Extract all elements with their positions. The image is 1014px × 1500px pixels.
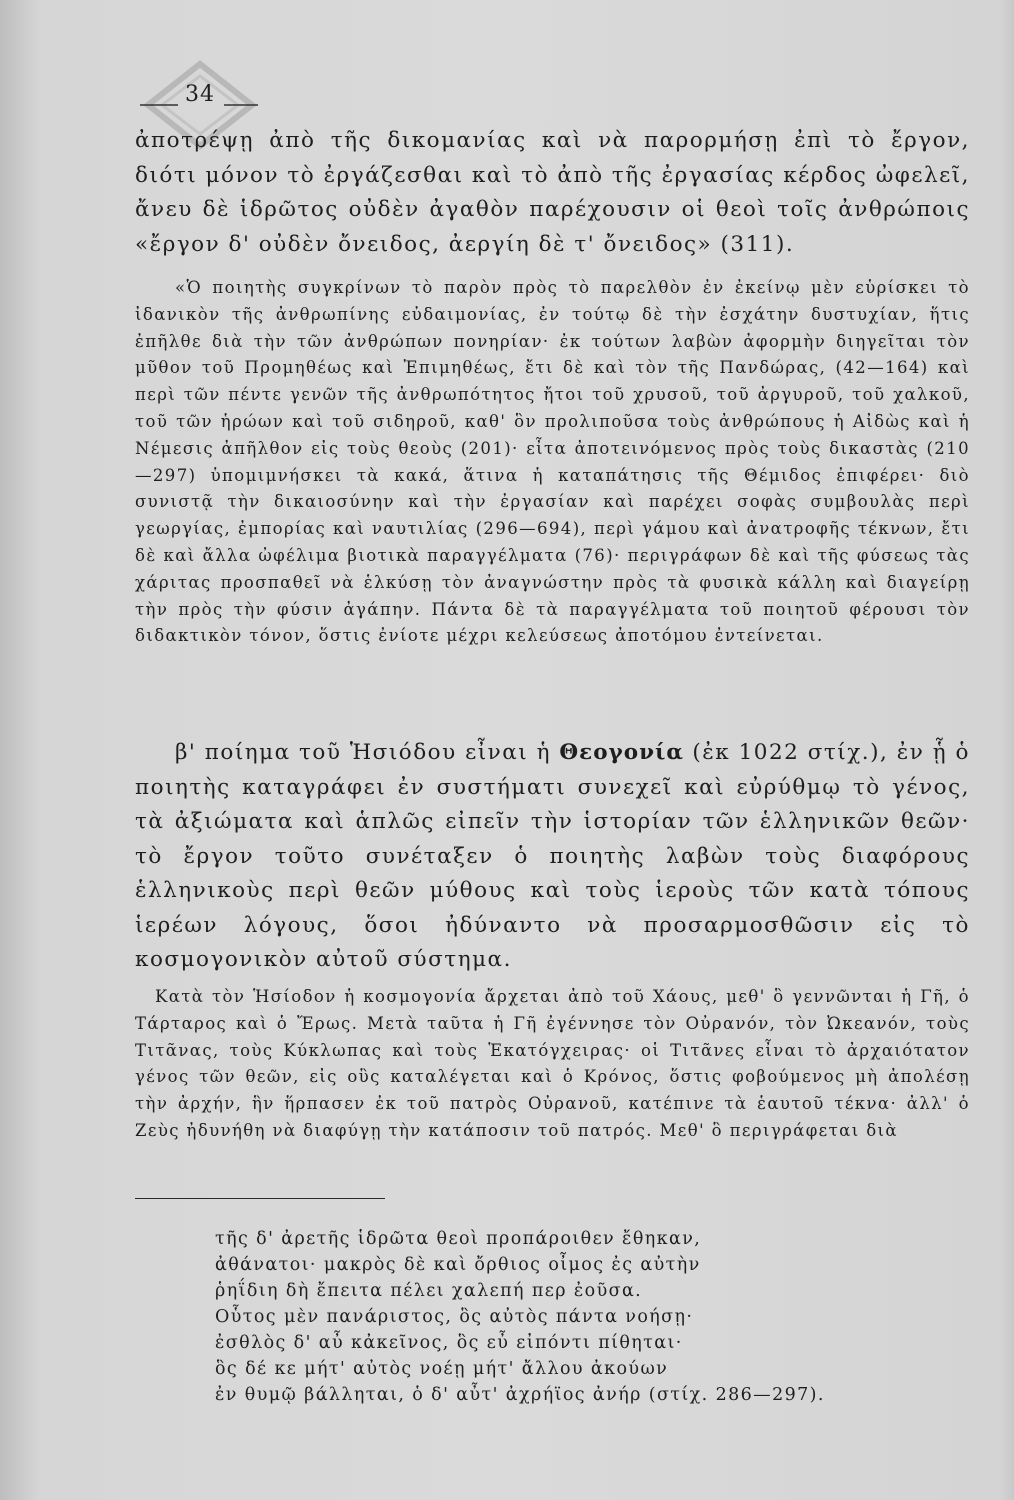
verse-line: ἐσθλὸς δ' αὖ κἀκεῖνος, ὃς εὖ εἰπόντι πίθηται· — [215, 1333, 683, 1353]
verse-line: ῥηΐδιη δὴ ἔπειτα πέλει χαλεπή περ ἐοῦσα. — [215, 1281, 643, 1301]
paragraph-intro: ἀποτρέψῃ ἀπὸ τῆς δικομανίας καὶ νὰ παρορμήσῃ ἐπὶ τὸ ἔργον, διότι μόνον τὸ ἐργάζεσθαι καὶ τὸ ἀπὸ τῆς ἐργασίας κέρδος ὠφελεῖ, ἄνευ δὲ ἱδρῶτος οὐδὲν ἀγαθὸν παρέχουσιν οἱ θεοὶ τοῖς ἀνθρώποις «ἔργον δ' οὐδὲν ὄνειδος, ἀεργίη δὲ τ' ὄνειδος» (311). — [135, 128, 970, 257]
footnote-divider — [135, 1198, 385, 1199]
footnote-verses — [215, 1226, 975, 1408]
page-number: 34 — [185, 82, 215, 107]
verse-line: ἐν θυμῷ βάλληται, ὁ δ' αὖτ' ἀχρήϊος ἀνήρ (στίχ. 286—297). — [215, 1385, 825, 1405]
paragraph-cosmogony: Κατὰ τὸν Ἡσίοδον ἡ κοσμογονία ἄρχεται ἀπὸ τοῦ Χάους, μεθ' ὃ γεννῶνται ἡ Γῆ, ὁ Τάρταρος καὶ ὁ Ἔρως. Μετὰ ταῦτα ἡ Γῆ ἐγέννησε τὸν Οὐρανόν, τὸν Ὠκεανόν, τοὺς Τιτᾶνας, τοὺς Κύκλωπας καὶ τοὺς Ἑκατόγχειρας· οἱ Τιτᾶνες εἶναι τὸ ἀρχαιότατον γένος τῶν θεῶν, εἰς οὓς καταλέγεται καὶ ὁ Κρόνος, ὅστις φοβούμενος μὴ ἀπολέσῃ τὴν ἀρχήν, ἣν ἥρπασεν ἐκ τοῦ πατρὸς Οὐρανοῦ, κατέπινε τὰ ἑαυτοῦ τέκνα· ἀλλ' ὁ Ζεὺς ἠδυνήθη νὰ διαφύγῃ τὴν κατάποσιν τοῦ πατρός. Μεθ' ὃ περιγράφεται διὰ — [135, 987, 970, 1140]
paragraph-works-summary: «Ὁ ποιητὴς συγκρίνων τὸ παρὸν πρὸς τὸ παρελθὸν ἐν ἐκείνῳ μὲν εὑρίσκει τὸ ἰδανικὸν τῆς ἀνθρωπίνης εὐδαιμονίας, ἐν τούτῳ δὲ τὴν ἐσχάτην δυστυχίαν, ἥτις ἐπῆλθε διὰ τὴν τῶν ἀνθρώπων πονηρίαν· ἐκ τούτων λαβὼν ἀφορμὴν διηγεῖται τὸν μῦθον τοῦ Προμηθέως καὶ Ἐπιμηθέως, ἔτι δὲ καὶ τὸν τῆς Πανδώρας, (42—164) καὶ περὶ τῶν πέντε γενῶν τῆς ἀνθρωπότητος ἤτοι τοῦ χρυσοῦ, τοῦ ἀργυροῦ, τοῦ χαλκοῦ, τοῦ τῶν ἡρώων καὶ τοῦ σιδηροῦ, καθ' ὃν προλιποῦσα τοὺς ἀνθρώπους ἡ Αἰδὼς καὶ ἡ Νέμεσις ἀπῆλθον εἰς τοὺς θεοὺς (201)· εἶτα ἀποτεινόμενος πρὸς τοὺς δικαστὰς (210—297) ὑπομιμνήσκει τὰ κακά, ἅτινα ἡ καταπάτησις τῆς Θέμιδος ἐπιφέρει· διὸ συνιστᾷ τὴν δικαιοσύνην καὶ τὴν ἐργασίαν καὶ παρέχει σοφὰς συμβουλὰς περὶ γεωργίας, ἐμπορίας καὶ ναυτιλίας (296—694), περὶ γάμου καὶ ἀνατροφῆς τέκνων, ἔτι δὲ καὶ ἄλλα ὠφέλιμα βιοτικὰ παραγγέλματα (76)· περιγράφων δὲ καὶ τῆς φύσεως τὰς χάριτας προσπαθεῖ νὰ ἑλκύσῃ τὸν ἀναγνώστην πρὸς τὰ φυσικὰ κάλλη καὶ διαγείρῃ τὴν πρὸς τὴν φύσιν ἀγάπην. Πάντα δὲ τὰ παραγγέλματα τοῦ ποιητοῦ φέρουσι τὸν διδακτικὸν τόνον, ὅστις ἐνίοτε μέχρι κελεύσεως ἀποτόμου ἐντείνεται. — [135, 278, 970, 646]
verse-line: τῆς δ' ἀρετῆς ἱδρῶτα θεοὶ προπάροιθεν ἔθηκαν, — [215, 1229, 702, 1249]
theogony-text-after: (ἐκ 1022 στίχ.), ἐν ᾗ ὁ ποιητὴς καταγράφει ἐν συστήματι συνεχεῖ καὶ εὐρύθμῳ τὸ γένος, τὰ ἀξιώματα καὶ ἁπλῶς εἰπεῖν τὴν ἱστορίαν τῶν ἑλληνικῶν θεῶν· τὸ ἔργον τοῦτο συνέταξεν ὁ ποιητὴς λαβὼν τοὺς διαφόρους ἑλληνικοὺς περὶ θεῶν μύθους καὶ τοὺς ἱεροὺς τῶν κατὰ τόπους ἱερέων λόγους, ὅσοι ἠδύναντο νὰ προσαρμοσθῶσιν εἰς τὸ κοσμογονικὸν αὐτοῦ σύστημα. — [135, 740, 970, 972]
theogony-title: Θεογονία — [559, 740, 684, 765]
verse-line: ὃς δέ κε μήτ' αὐτὸς νοέῃ μήτ' ἄλλου ἀκούων — [215, 1359, 669, 1379]
paragraph-theogony — [135, 736, 970, 978]
verse-line: ἀθάνατοι· μακρὸς δὲ καὶ ὄρθιος οἶμος ἐς αὐτὴν — [215, 1255, 701, 1275]
theogony-text-before: β' ποίημα τοῦ Ἡσιόδου εἶναι ἡ — [175, 740, 560, 765]
verse-line: Οὗτος μὲν πανάριστος, ὃς αὐτὸς πάντα νοήσῃ· — [215, 1307, 694, 1327]
